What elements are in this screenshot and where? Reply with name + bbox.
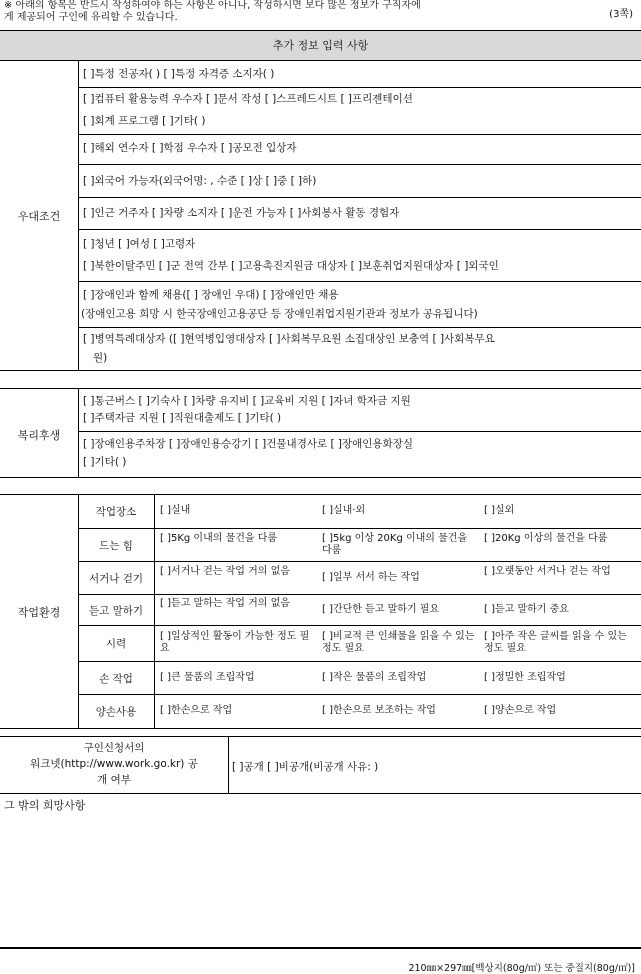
work-env-option[interactable]: [ ]20Kg 이상의 물건을 다룸 bbox=[484, 532, 608, 544]
work-env-option[interactable]: [ ]듣고 말하기 중요 bbox=[484, 603, 569, 615]
work-env-item-label: 시력 bbox=[105, 638, 127, 650]
divider bbox=[0, 947, 641, 949]
work-env-option[interactable]: [ ]정밀한 조립작업 bbox=[484, 671, 566, 683]
preference-row[interactable]: [ ]컴퓨터 활용능력 우수자 [ ]문서 작성 [ ]스프레드시트 [ ]프리젠테이션 bbox=[83, 93, 413, 105]
work-env-option[interactable]: [ ]한손으로 보조하는 작업 bbox=[322, 705, 436, 716]
worknet-label bbox=[0, 740, 228, 788]
divider bbox=[0, 728, 641, 729]
divider bbox=[228, 736, 229, 793]
worknet-label-line: 구인신청서의 bbox=[83, 742, 145, 754]
work-env-option[interactable]: [ ]5kg 이상 20Kg 이내의 물건을 다룸 bbox=[322, 532, 468, 556]
divider bbox=[78, 594, 641, 595]
work-env-option[interactable]: [ ]비교적 큰 인쇄물을 읽을 수 있는 정도 필요 bbox=[322, 631, 475, 654]
divider bbox=[78, 87, 641, 88]
work-env-option[interactable]: [ ]실외 bbox=[484, 505, 515, 516]
divider bbox=[78, 431, 641, 432]
welfare-row[interactable]: [ ]주택자금 지원 [ ]직원대출제도 [ ]기타( ) bbox=[83, 412, 282, 424]
divider bbox=[0, 370, 641, 371]
work-env-option[interactable]: [ ]일부 서서 하는 작업 bbox=[322, 571, 420, 583]
divider bbox=[78, 197, 641, 198]
work-env-option[interactable]: [ ]실내 bbox=[160, 505, 191, 516]
work-env-option[interactable]: [ ]일상적인 활동이 가능한 정도 필요 bbox=[160, 631, 310, 654]
preference-row[interactable]: [ ]특정 전공자( ) [ ]특정 자격증 소지자( ) bbox=[83, 68, 275, 80]
work-env-item-label: 작업장소 bbox=[95, 506, 137, 518]
preference-row[interactable]: [ ]인근 거주자 [ ]차량 소지자 [ ]운전 가능자 [ ]사회봉사 활동 경험자 bbox=[83, 207, 400, 219]
divider bbox=[78, 625, 641, 626]
preference-row[interactable]: [ ]해외 연수자 [ ]학점 우수자 [ ]공모전 입상자 bbox=[83, 142, 297, 154]
work-env-option[interactable]: [ ]작은 물품의 조립작업 bbox=[322, 671, 427, 683]
divider bbox=[0, 477, 641, 478]
preference-row: 원) bbox=[93, 352, 108, 364]
work-env-option[interactable]: [ ]큰 물품의 조립작업 bbox=[160, 671, 255, 683]
divider bbox=[78, 164, 641, 165]
preference-row[interactable]: [ ]병역특례대상자 ([ ]현역병입영대상자 [ ]사회복무요원 소집대상인 보충역 [ ]사회복무요 bbox=[83, 333, 495, 345]
divider bbox=[0, 494, 641, 495]
page-number: (3쪽) bbox=[609, 9, 633, 20]
preference-row[interactable]: [ ]외국어 가능자(외국어명: , 수준 [ ]상 [ ]중 [ ]하) bbox=[83, 175, 317, 187]
welfare-row[interactable]: [ ]기타( ) bbox=[83, 456, 127, 468]
divider bbox=[0, 736, 641, 737]
work-env-option[interactable]: [ ]한손으로 작업 bbox=[160, 705, 233, 716]
top-note: ※ 아래의 항목은 반드시 작성하여야 하는 사항은 아니나, 작성하시면 보다 많은 정보가 구직자에 게 제공되어 구인에 유리할 수 있습니다. bbox=[4, 0, 421, 23]
work-env-item-label: 서거나 걷기 bbox=[88, 572, 144, 585]
divider bbox=[0, 60, 641, 61]
work-env-option[interactable]: [ ]5Kg 이내의 물건을 다룸 bbox=[160, 532, 278, 544]
preference-row[interactable]: [ ]북한이탈주민 [ ]군 전역 간부 [ ]고용촉진지원금 대상자 [ ]보훈취업지원대상자 [ ]외국인 bbox=[83, 260, 499, 272]
divider bbox=[78, 229, 641, 230]
preference-row[interactable]: [ ]장애인과 함께 채용([ ] 장애인 우대) [ ]장애인만 채용 bbox=[83, 289, 339, 301]
section-title: 추가 정보 입력 사항 bbox=[0, 31, 641, 60]
divider bbox=[78, 694, 641, 695]
divider bbox=[78, 388, 79, 477]
divider bbox=[78, 561, 641, 562]
divider bbox=[78, 327, 641, 328]
work-env-item-label: 손 작업 bbox=[99, 672, 133, 685]
worknet-value[interactable]: [ ]공개 [ ]비공개(비공개 사유: ) bbox=[232, 761, 379, 773]
worknet-label-line: 워크넷(http://www.work.go.kr) 공 bbox=[30, 758, 198, 770]
preference-row: (장애인고용 희망 시 한국장애인고용공단 등 장애인취업지원기관과 정보가 공유됩니다) bbox=[81, 308, 478, 320]
divider bbox=[0, 388, 641, 389]
divider bbox=[78, 134, 641, 135]
divider bbox=[154, 494, 155, 728]
work-env-item-label: 양손사용 bbox=[95, 706, 137, 718]
divider bbox=[78, 528, 641, 529]
other-wishes-label: 그 밖의 희망사항 bbox=[4, 799, 86, 812]
welfare-row[interactable]: [ ]장애인용주차장 [ ]장애인용승강기 [ ]건물내경사로 [ ]장애인용화장실 bbox=[83, 438, 413, 450]
work-env-option[interactable]: [ ]듣고 말하는 작업 거의 없음 bbox=[160, 597, 290, 609]
work-env-option[interactable]: [ ]오랫동안 서거나 걷는 작업 bbox=[484, 565, 611, 577]
paper-spec: 210㎜×297㎜[백상지(80g/㎡) 또는 중질지(80g/㎡)] bbox=[408, 963, 635, 974]
welfare-row[interactable]: [ ]통근버스 [ ]기숙사 [ ]차량 유지비 [ ]교육비 지원 [ ]자녀 학자금 지원 bbox=[83, 395, 411, 407]
worknet-label-line: 개 여부 bbox=[97, 774, 131, 786]
divider bbox=[78, 661, 641, 662]
work-env-item-label: 듣고 말하기 bbox=[88, 604, 144, 617]
divider bbox=[78, 281, 641, 282]
work-env-option[interactable]: [ ]실내·외 bbox=[322, 505, 366, 516]
divider bbox=[78, 60, 79, 370]
preference-row[interactable]: [ ]청년 [ ]여성 [ ]고령자 bbox=[83, 238, 196, 250]
work-env-option[interactable]: [ ]서거나 걷는 작업 거의 없음 bbox=[160, 565, 290, 577]
work-env-item-label: 드는 힘 bbox=[99, 539, 133, 552]
divider bbox=[0, 793, 641, 794]
preference-label: 우대조건 bbox=[17, 210, 61, 223]
work-env-option[interactable]: [ ]간단한 듣고 말하기 필요 bbox=[322, 603, 440, 615]
welfare-label: 복리후생 bbox=[17, 429, 61, 442]
work-env-option[interactable]: [ ]양손으로 작업 bbox=[484, 705, 557, 716]
work-env-option[interactable]: [ ]아주 작은 글씨를 읽을 수 있는 정도 필요 bbox=[484, 631, 627, 654]
work-env-label: 작업환경 bbox=[17, 606, 61, 619]
preference-row[interactable]: [ ]회계 프로그램 [ ]기타( ) bbox=[83, 115, 206, 127]
